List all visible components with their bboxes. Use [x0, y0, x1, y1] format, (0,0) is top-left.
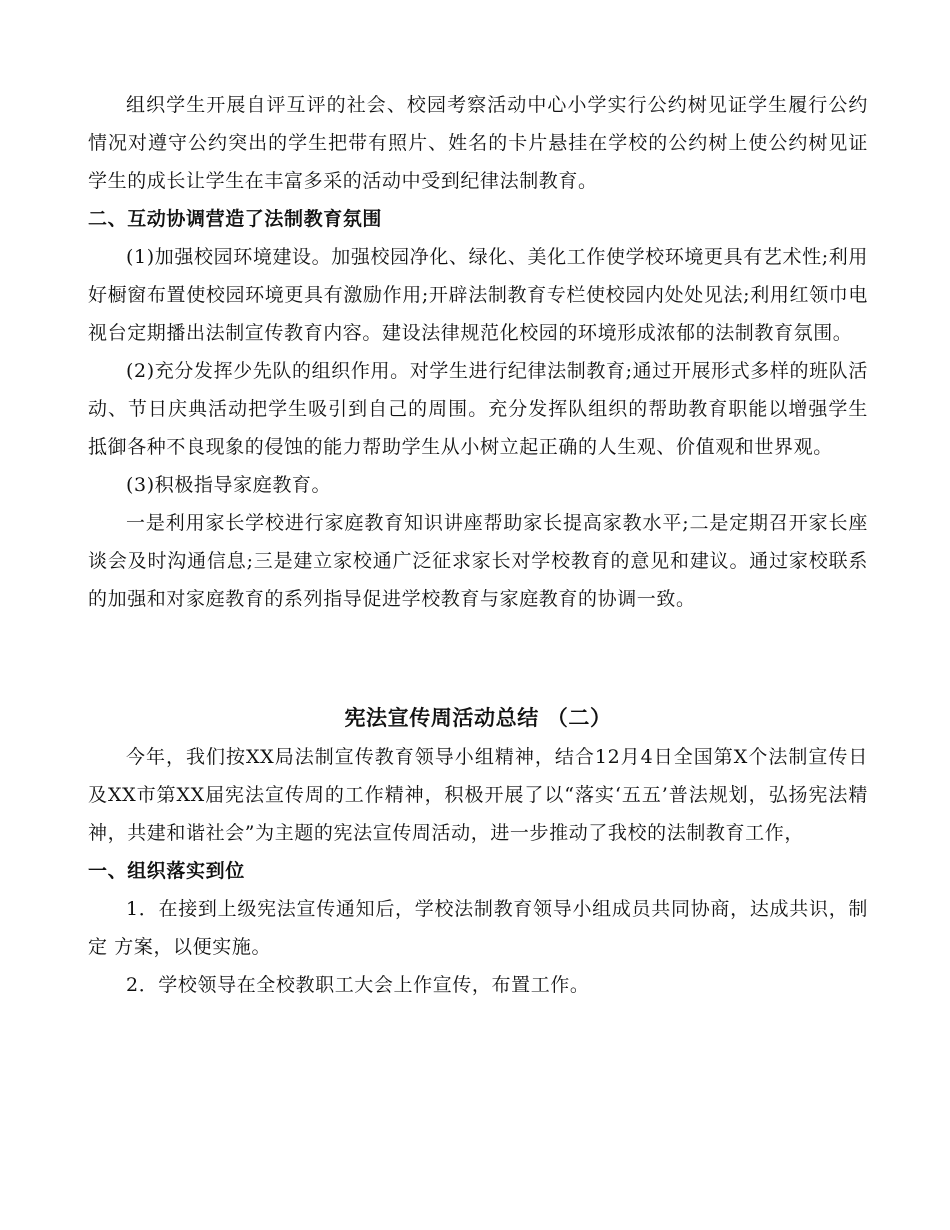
paragraph-constitution-intro: 今年，我们按XX局法制宣传教育领导小组精神，结合12月4日全国第X个法制宣传日及XX市第XX届宪法宣传周的工作精神，积极开展了以“落实‘五五’普法规划，弘扬宪法精神，共建和谐社会”为主题的宪法宣传周活动，进一步推动了我校的法制教育工作， [88, 746, 868, 844]
paragraph-young-pioneers: (2)充分发挥少先队的组织作用。对学生进行纪律法制教育;通过开展形式多样的班队活动、节日庆典活动把学生吸引到自己的周围。充分发挥队组织的帮助教育职能以增强学生抵御各种不良现象的侵蚀的能力帮助学生从小树立起正确的人生观、价值观和世界观。 [88, 360, 868, 458]
section-gap [88, 618, 868, 698]
heading-organization: 一、组织落实到位 [88, 860, 245, 882]
paragraph-activities: 组织学生开展自评互评的社会、校园考察活动中心小学实行公约树见证学生履行公约情况对遵守公约突出的学生把带有照片、姓名的卡片悬挂在学校的公约树上使公约树见证学生的成长让学生在丰富多采的活动中受到纪律法制教育。 [88, 94, 868, 192]
paragraph-family-education-detail: 一是利用家长学校进行家庭教育知识讲座帮助家长提高家教水平;二是定期召开家长座谈会及时沟通信息;三是建立家校通广泛征求家长对学校教育的意见和建议。通过家校联系的加强和对家庭教育的系列指导促进学校教育与家庭教育的协调一致。 [88, 512, 868, 610]
paragraph-family-education: (3)积极指导家庭教育。 [126, 474, 332, 496]
document-title: 宪法宣传周活动总结 （二） [344, 706, 612, 730]
paragraph-campus-environment: (1)加强校园环境建设。加强校园净化、绿化、美化工作使学校环境更具有艺术性;利用好橱窗布置使校园环境更具有激励作用;开辟法制教育专栏使校园内处处见法;利用红领巾电视台定期播出法制宣传教育内容。建设法律规范化校园的环境形成浓郁的法制教育氛围。 [88, 246, 868, 344]
document-page [88, 86, 868, 1004]
paragraph-point-1: 1．在接到上级宪法宣传通知后，学校法制教育领导小组成员共同协商，达成共识，制定 方案，以便实施。 [88, 898, 868, 958]
paragraph-point-2: 2．学校领导在全校教职工大会上作宣传，布置工作。 [126, 974, 590, 996]
heading-interaction: 二、互动协调营造了法制教育氛围 [88, 208, 383, 230]
